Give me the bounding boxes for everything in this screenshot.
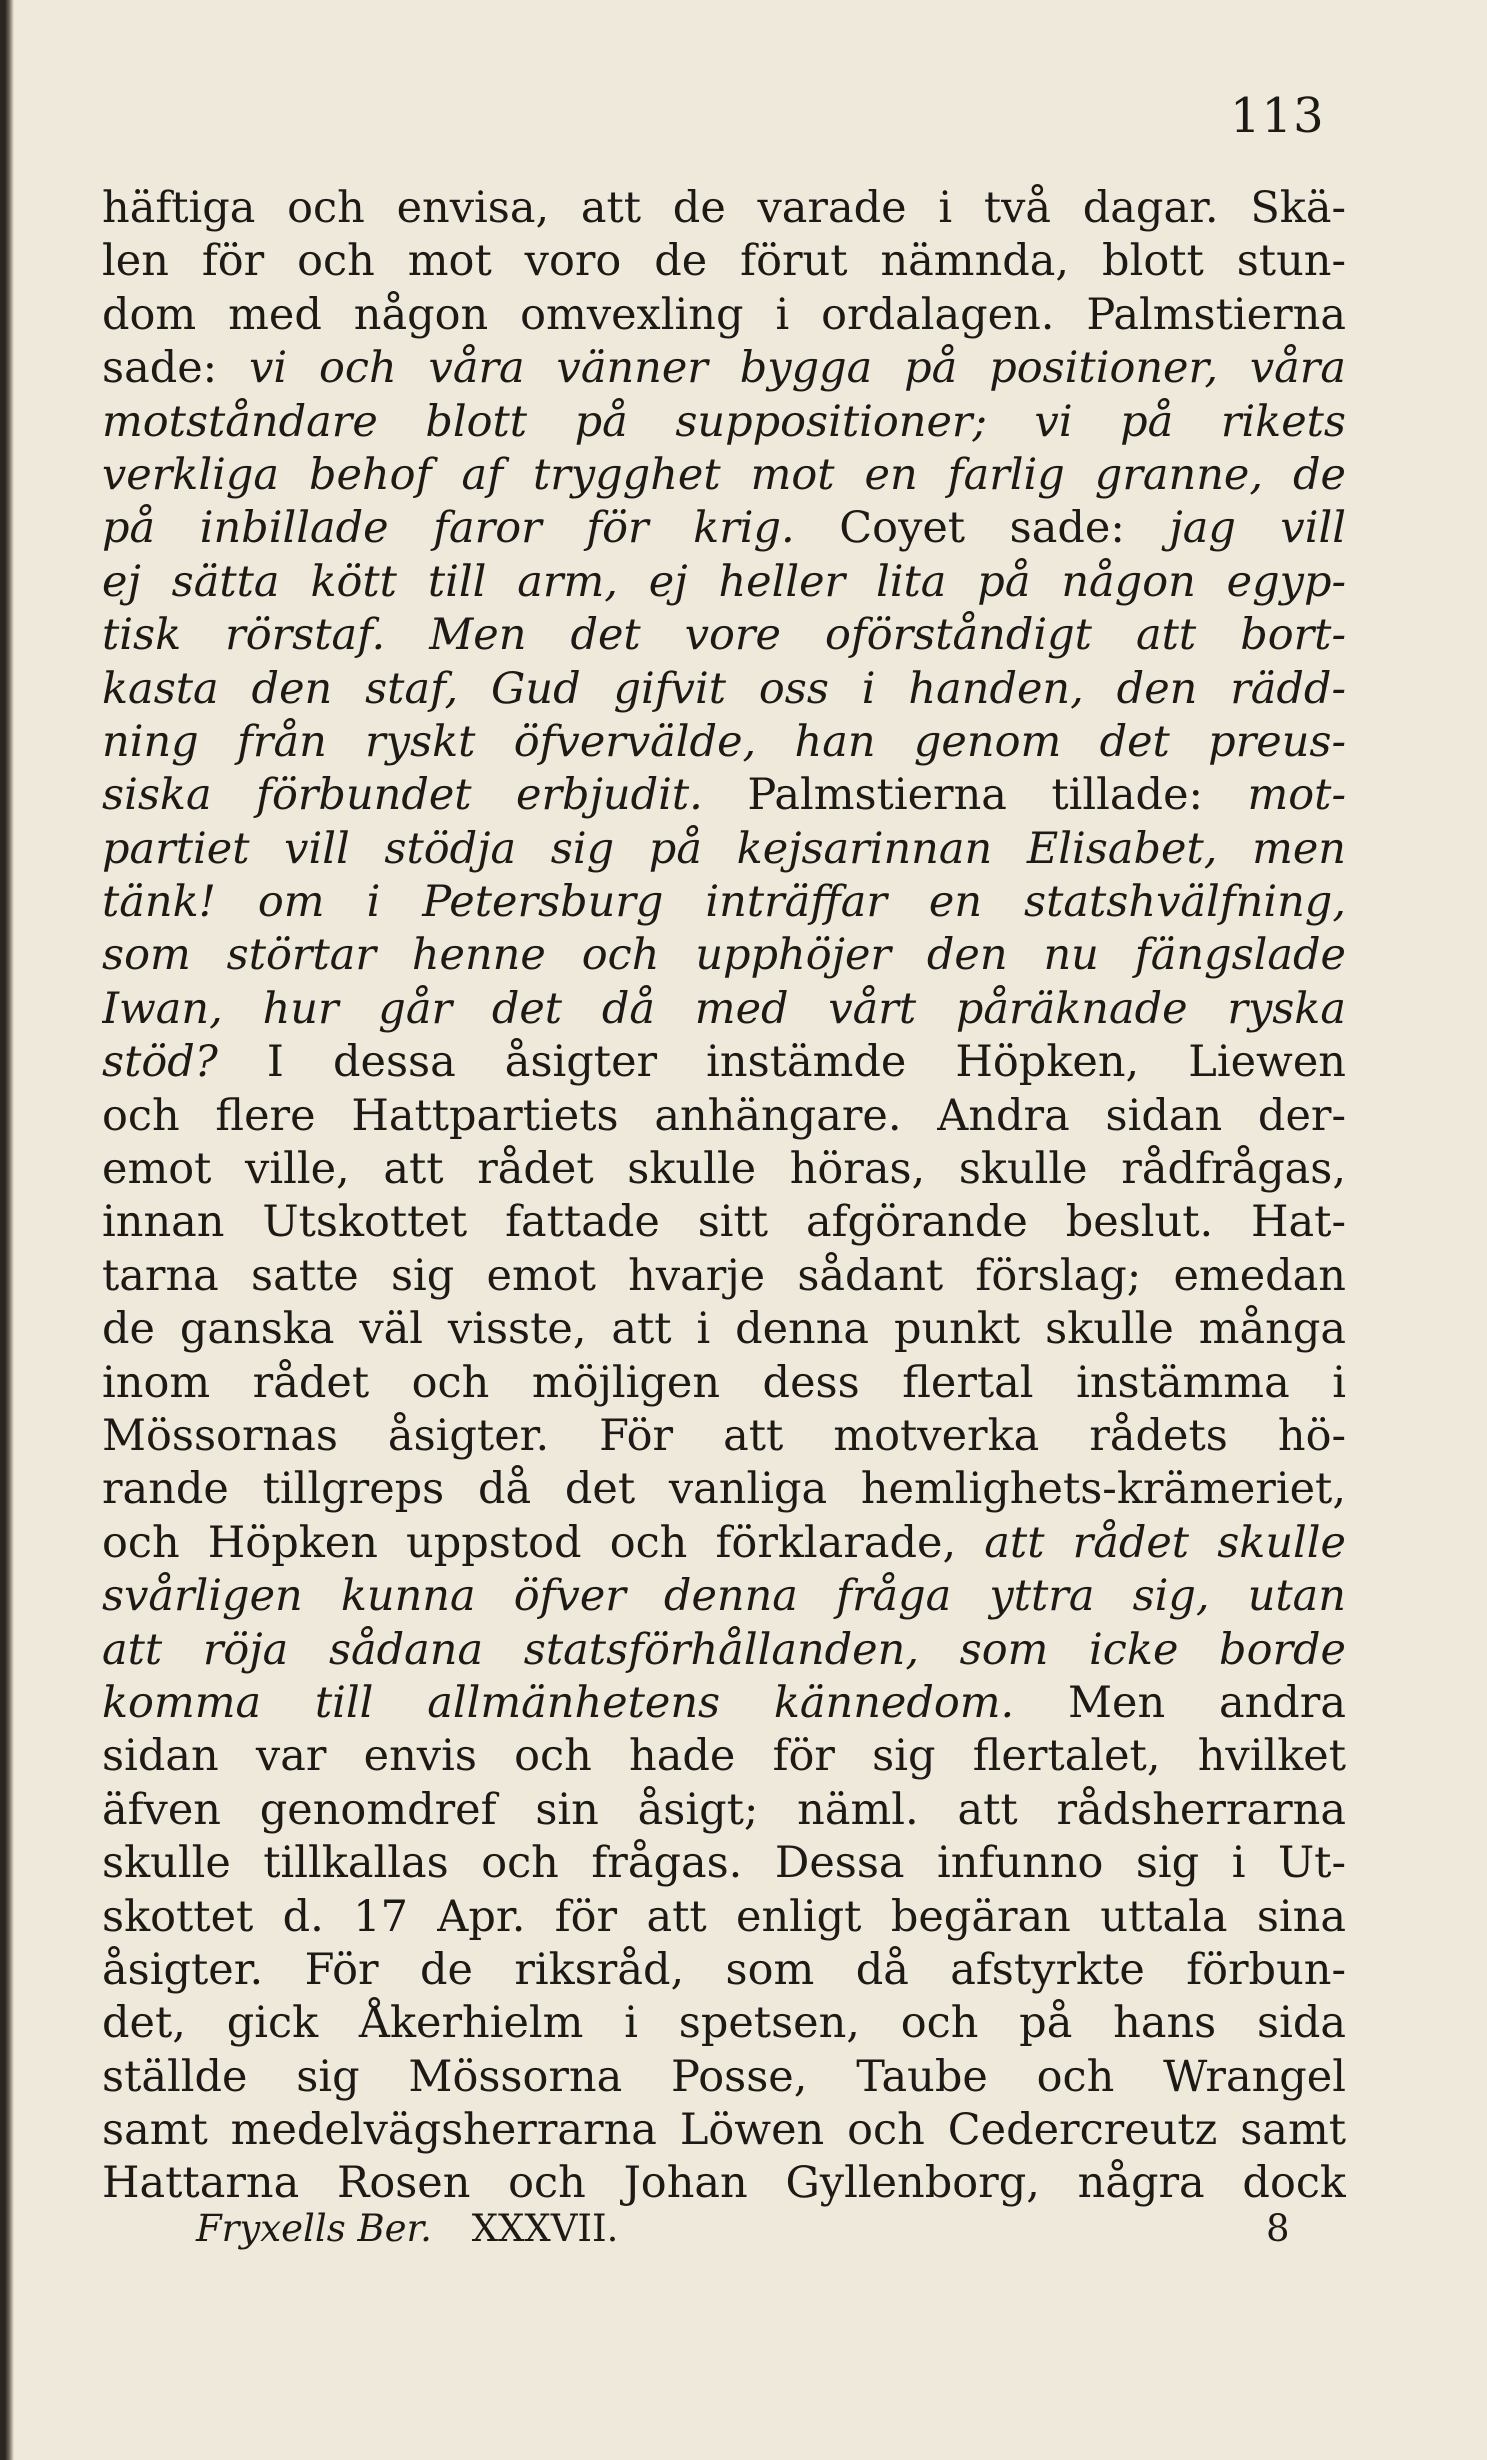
text-run: Palmstierna tillade: [702,770,1248,821]
footer-journal: Fryxells Ber. [196,2207,432,2250]
text-line [102,235,1346,288]
text-line [102,1570,1346,1623]
text-run: och flere Hattpartiets anhängare. Andra sidan der- [102,1090,1346,1141]
text-line [102,2051,1346,2104]
text-line [102,1303,1346,1356]
text-line [102,2157,1346,2210]
text-line [102,1196,1346,1249]
body-text [102,182,1346,2211]
text-line [102,876,1346,929]
text-line [102,609,1346,662]
text-line [102,556,1346,609]
italic-run: ning från ryskt öfvervälde, han genom det preus- [102,716,1346,767]
italic-run: verkliga behof af trygghet mot en farlig granne, de [102,449,1346,500]
text-line [102,396,1346,449]
text-line [102,1997,1346,2050]
text-run: tarna satte sig emot hvarje sådant förslag; emedan [102,1250,1346,1301]
italic-run: på inbillade faror för krig. [102,503,795,554]
italic-run: stöd? [102,1037,218,1088]
footer-signature-mark: 8 [1266,2207,1290,2250]
text-line [102,769,1346,822]
text-run: de ganska väl visste, att i denna punkt skulle många [102,1304,1346,1355]
text-run: inom rådet och möjligen dess flertal instämma i [102,1357,1346,1408]
text-line [102,449,1346,502]
italic-run: kasta den staf, Gud gifvit oss i handen, den rädd- [102,663,1346,714]
text-line [102,289,1346,342]
italic-run: Iwan, hur går det då med vårt påräknade ryska [102,983,1346,1034]
italic-run: tänk! om i Petersburg inträffar en statshvälfning, [102,877,1346,928]
italic-run: partiet vill stödja sig på kejsarinnan Elisabet, men [102,823,1346,874]
text-line [102,1677,1346,1730]
text-line [102,1730,1346,1783]
italic-run: jag vill [1169,503,1346,554]
text-line [102,502,1346,555]
italic-run: svårligen kunna öfver denna fråga yttra sig, utan [102,1571,1346,1622]
text-run: Men andra [1014,1677,1346,1728]
text-line [102,182,1346,235]
text-run: ställde sig Mössorna Posse, Taube och Wrangel [102,2051,1346,2102]
text-line [102,1463,1346,1516]
text-run: innan Utskottet fattade sitt afgörande beslut. Hat- [102,1197,1346,1248]
text-line [102,1357,1346,1410]
text-run: samt medelvägsherrarna Löwen och Cedercreutz samt [102,2105,1346,2156]
text-run: och Höpken uppstod och förklarade, [102,1517,985,1568]
text-line [102,1517,1346,1570]
text-run: Hattarna Rosen och Johan Gyllenborg, några dock [102,2158,1346,2209]
text-run: häftiga och envisa, att de varade i två dagar. Skä- [102,183,1346,233]
text-run: sade: [102,343,250,394]
text-run: Coyet sade: [794,503,1170,554]
footer-volume: XXXVII. [471,2207,619,2250]
text-line [102,716,1346,769]
text-line [102,1090,1346,1143]
italic-run: siska förbundet erbjudit. [102,770,703,821]
italic-run: tisk rörstaf. Men det vore oförståndigt att bort- [102,610,1346,661]
italic-run: motståndare blott på suppositioner; vi på rikets [102,396,1346,447]
text-line [102,823,1346,876]
page-number: 113 [1230,88,1325,144]
italic-run: att röja sådana statsförhållanden, som icke borde [102,1624,1346,1675]
text-run: dom med någon omvexling i ordalagen. Palmstierna [102,289,1346,340]
text-line [102,1410,1346,1463]
text-line [102,1624,1346,1677]
text-run: det, gick Åkerhielm i spetsen, och på hans sida [102,1998,1346,2049]
text-line [102,342,1346,395]
italic-run: ej sätta kött till arm, ej heller lita på någon egyp- [102,556,1346,607]
text-run: åsigter. För de riksråd, som då afstyrkte förbun- [102,1944,1346,1995]
text-run: skulle tillkallas och frågas. Dessa infunno sig i Ut- [102,1838,1346,1889]
text-run: Mössornas åsigter. För att motverka rådets hö- [102,1410,1346,1461]
text-run: len för och mot voro de förut nämnda, blott stun- [102,236,1346,287]
text-line [102,2104,1346,2157]
text-line [102,1837,1346,1890]
text-line [102,1250,1346,1303]
text-line [102,929,1346,982]
text-line [102,1891,1346,1944]
italic-run: mot- [1247,770,1346,821]
text-run: I dessa åsigter instämde Höpken, Liewen [217,1037,1346,1088]
italic-run: vi och våra vänner bygga på positioner, våra [249,343,1346,394]
text-line [102,1036,1346,1089]
text-run: skottet d. 17 Apr. för att enligt begäran uttala sina [102,1891,1346,1942]
text-line [102,1143,1346,1196]
page-binding-edge [0,0,14,2460]
text-run: sidan var envis och hade för sig flertalet, hvilket [102,1731,1346,1782]
text-run: äfven genomdref sin åsigt; näml. att rådsherrarna [102,1784,1346,1835]
text-run: emot ville, att rådet skulle höras, skulle rådfrågas, [102,1144,1346,1195]
footer-citation [196,2207,618,2250]
text-run: rande tillgreps då det vanliga hemlighets-krämeriet, [102,1464,1346,1515]
text-line [102,1784,1346,1837]
text-line [102,983,1346,1036]
text-line [102,663,1346,716]
text-line [102,1944,1346,1997]
italic-run: som störtar henne och upphöjer den nu fängslade [102,930,1346,981]
italic-run: komma till allmänhetens kännedom. [102,1677,1015,1728]
italic-run: att rådet skulle [984,1517,1346,1568]
